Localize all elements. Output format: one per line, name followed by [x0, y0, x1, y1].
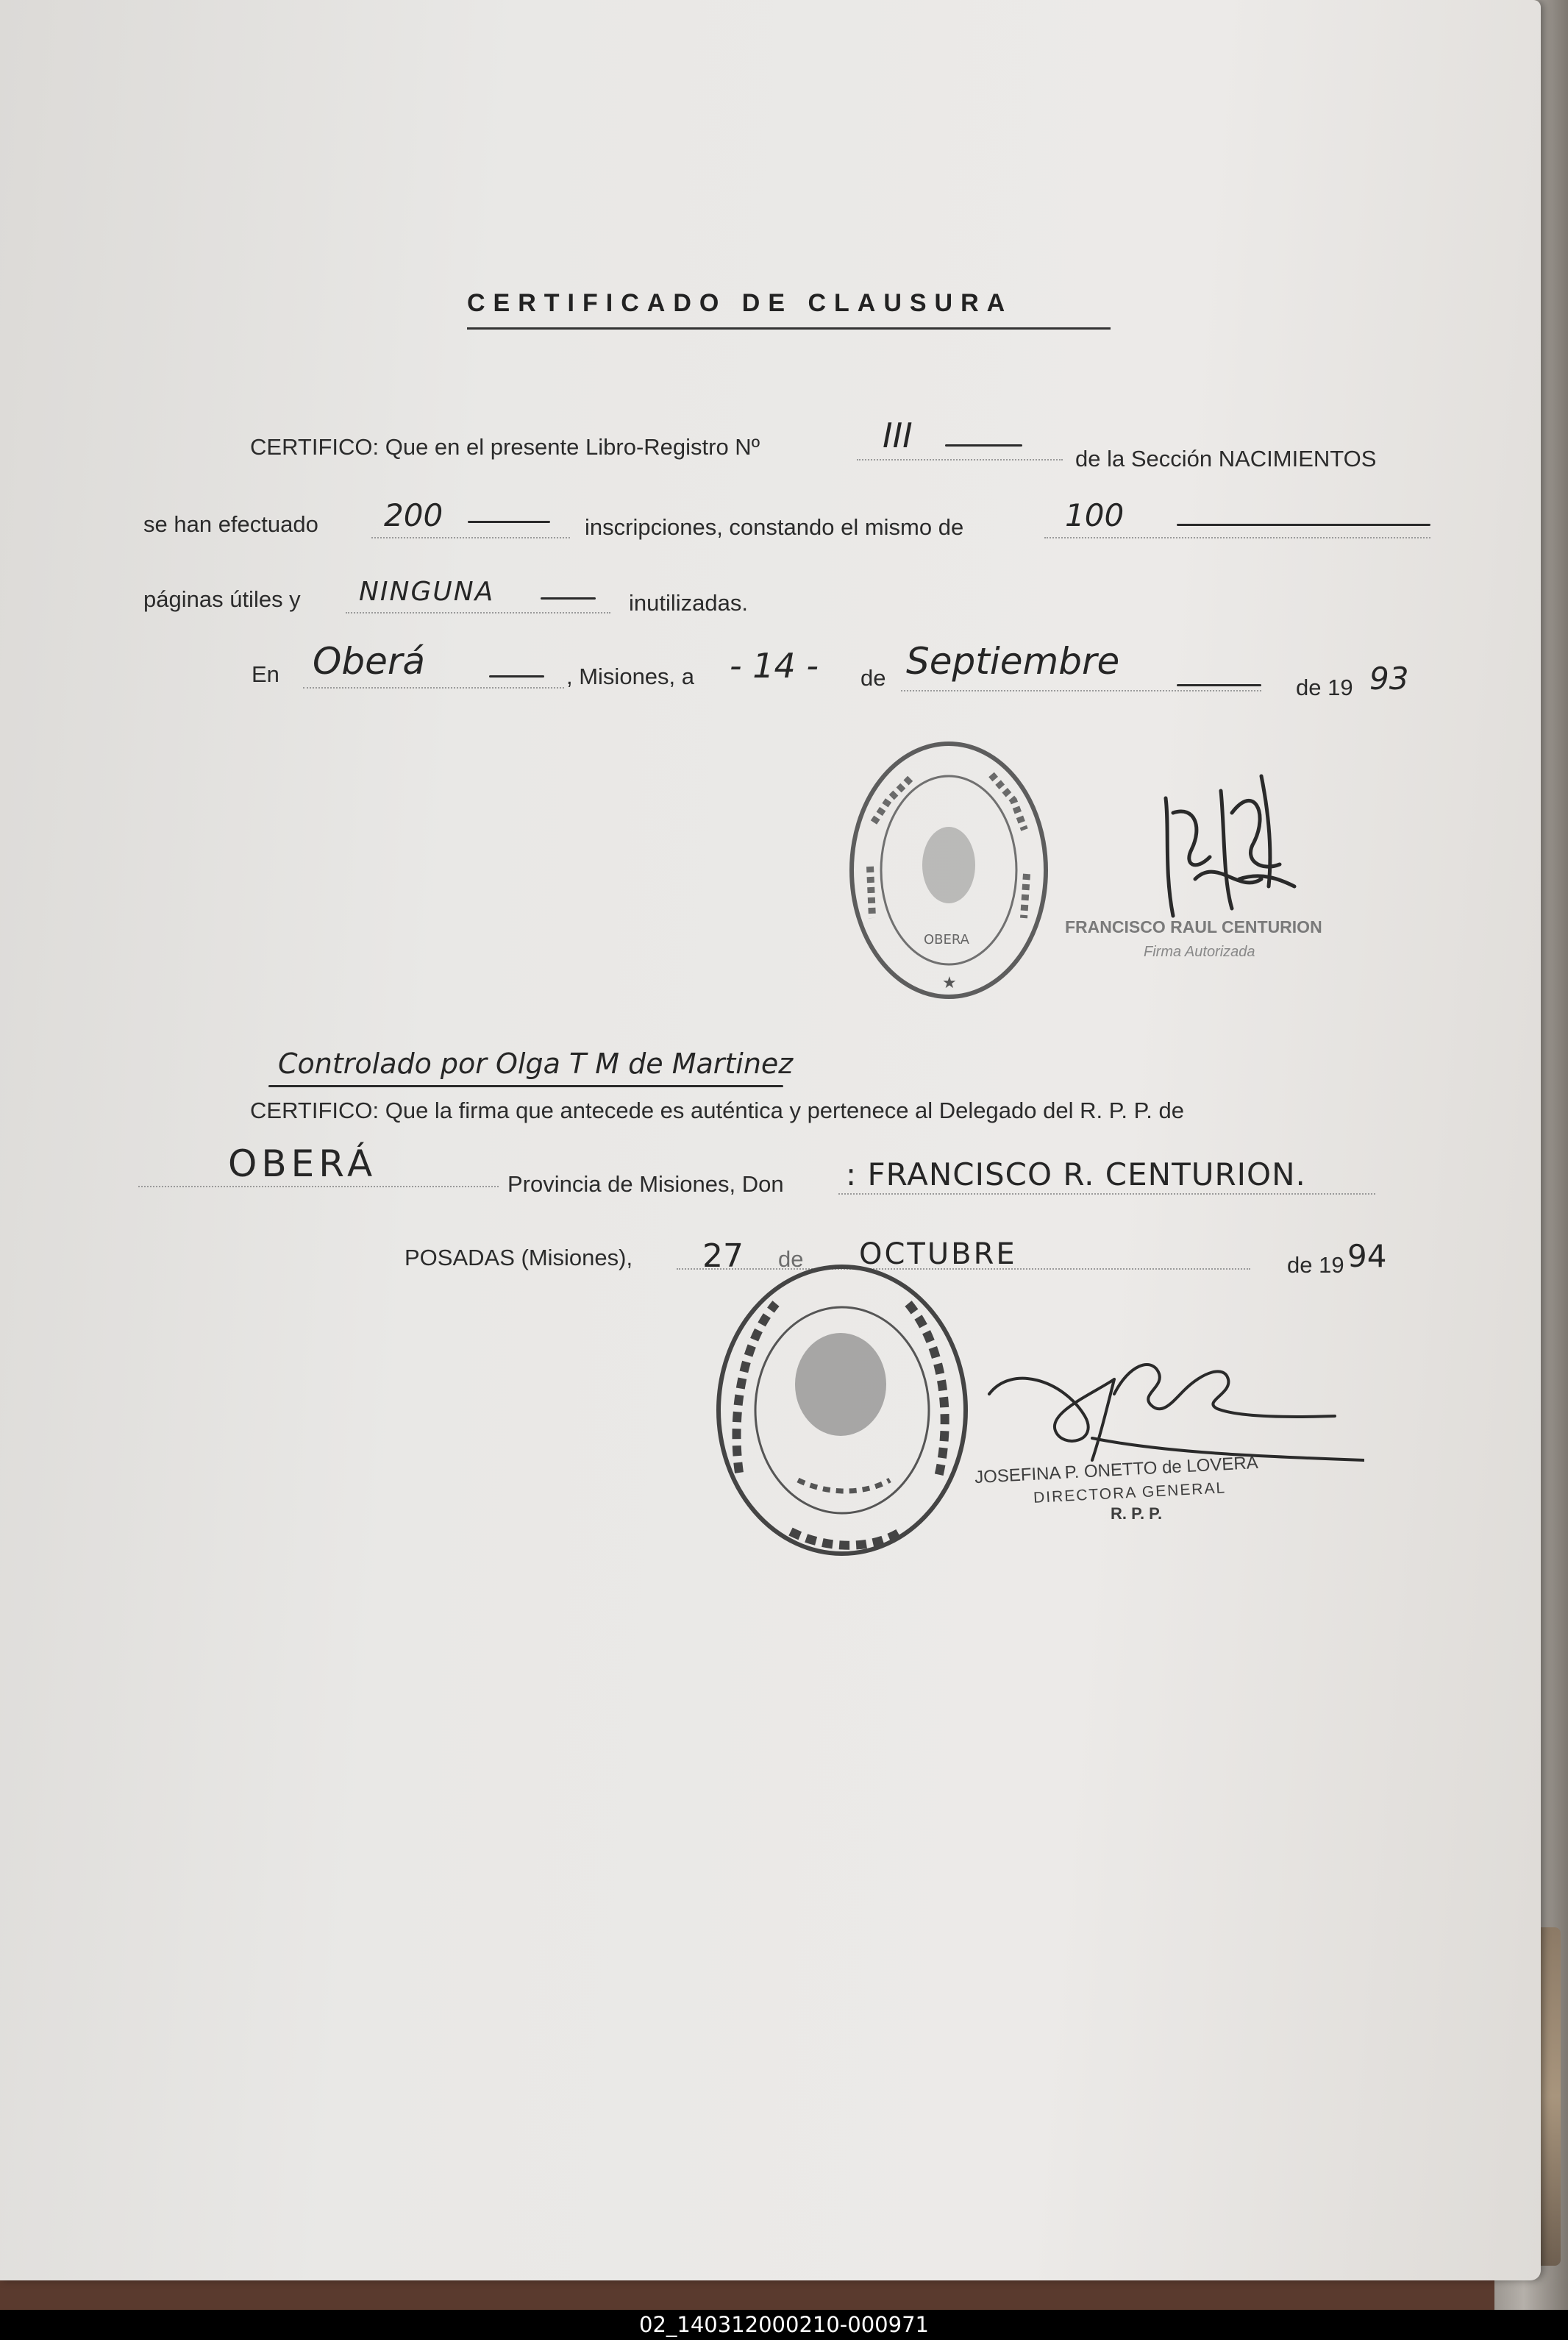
place-middle: , Misiones, a: [566, 664, 695, 689]
delegate-stamp-name: FRANCISCO RAUL CENTURION: [1065, 917, 1322, 936]
auth-month-value: OCTUBRE: [859, 1237, 1017, 1271]
file-id-caption: 02_140312000210-000971: [639, 2312, 929, 2337]
month-prefix: de: [860, 665, 886, 691]
closure-line3-prefix: páginas útiles y: [143, 586, 301, 612]
pages-value: 100: [1065, 497, 1125, 533]
place-prefix: En: [252, 661, 279, 687]
unused-pages-field: [346, 612, 610, 614]
director-general-seal: [710, 1259, 974, 1561]
handwritten-dash: [945, 444, 1022, 447]
note-underline: [268, 1085, 783, 1087]
month-field: [901, 690, 1261, 691]
auth-month-prefix: de: [778, 1246, 804, 1272]
book-number-field: [857, 459, 1063, 460]
delegation-place-value: OBERÁ: [228, 1142, 377, 1185]
closure-line1-prefix: CERTIFICO: Que en el presente Libro-Registro Nº: [250, 434, 760, 460]
authentication-line1: CERTIFICO: Que la firma que antecede es auténtica y pertenece al Delegado del R. P. P. de: [250, 1098, 1185, 1123]
handwritten-dash: [1177, 684, 1261, 686]
controlled-by-note: Controlado por Olga T M de Martinez: [278, 1048, 794, 1080]
closure-line2-middle: inscripciones, constando el mismo de: [585, 514, 964, 540]
certificate-title: CERTIFICADO DE CLAUSURA: [467, 289, 1013, 317]
year-prefix: de 19: [1296, 675, 1353, 700]
place-value: Oberá: [313, 640, 426, 683]
director-stamp-org: R. P. P.: [1111, 1504, 1163, 1523]
delegate-signature: [1151, 769, 1305, 927]
seal-place-text: OBERA: [924, 932, 969, 947]
authentication-line2-middle: Provincia de Misiones, Don: [507, 1171, 784, 1197]
handwritten-dash: [541, 597, 596, 600]
director-stamp-role: DIRECTORA GENERAL: [1033, 1479, 1227, 1507]
closure-line2-prefix: se han efectuado: [143, 511, 318, 537]
handwritten-dash: [1177, 524, 1430, 526]
delegate-name-value: : FRANCISCO R. CENTURION.: [846, 1156, 1306, 1192]
delegate-stamp-role: Firma Autorizada: [1144, 944, 1255, 960]
unused-pages-value: NINGUNA: [359, 577, 495, 607]
auth-day-value: 27: [702, 1237, 744, 1275]
book-number-value: III: [883, 416, 913, 455]
handwritten-dash: [468, 521, 550, 523]
auth-year-prefix: de 19: [1287, 1252, 1344, 1278]
obera-delegation-seal: [844, 734, 1054, 1006]
day-value: - 14 -: [730, 646, 819, 686]
inscriptions-value: 200: [384, 497, 443, 533]
director-signature: [982, 1350, 1364, 1475]
pages-field: [1044, 537, 1430, 538]
year-suffix-value: 93: [1369, 661, 1409, 697]
closure-line3-suffix: inutilizadas.: [629, 590, 748, 616]
svg-text:★: ★: [942, 974, 957, 992]
delegation-place-field: [138, 1186, 499, 1187]
title-underline: [467, 327, 1111, 330]
place-field: [303, 687, 564, 689]
month-value: Septiembre: [906, 640, 1120, 683]
handwritten-dash: [489, 675, 544, 678]
delegate-name-field: [838, 1193, 1375, 1195]
auth-date-prefix: POSADAS (Misiones),: [405, 1245, 633, 1270]
auth-year-suffix-value: 94: [1347, 1238, 1387, 1274]
closure-line1-suffix: de la Sección NACIMIENTOS: [1075, 446, 1377, 472]
director-stamp-name: JOSEFINA P. ONETTO de LOVERA: [974, 1452, 1259, 1488]
inscriptions-field: [371, 537, 570, 538]
